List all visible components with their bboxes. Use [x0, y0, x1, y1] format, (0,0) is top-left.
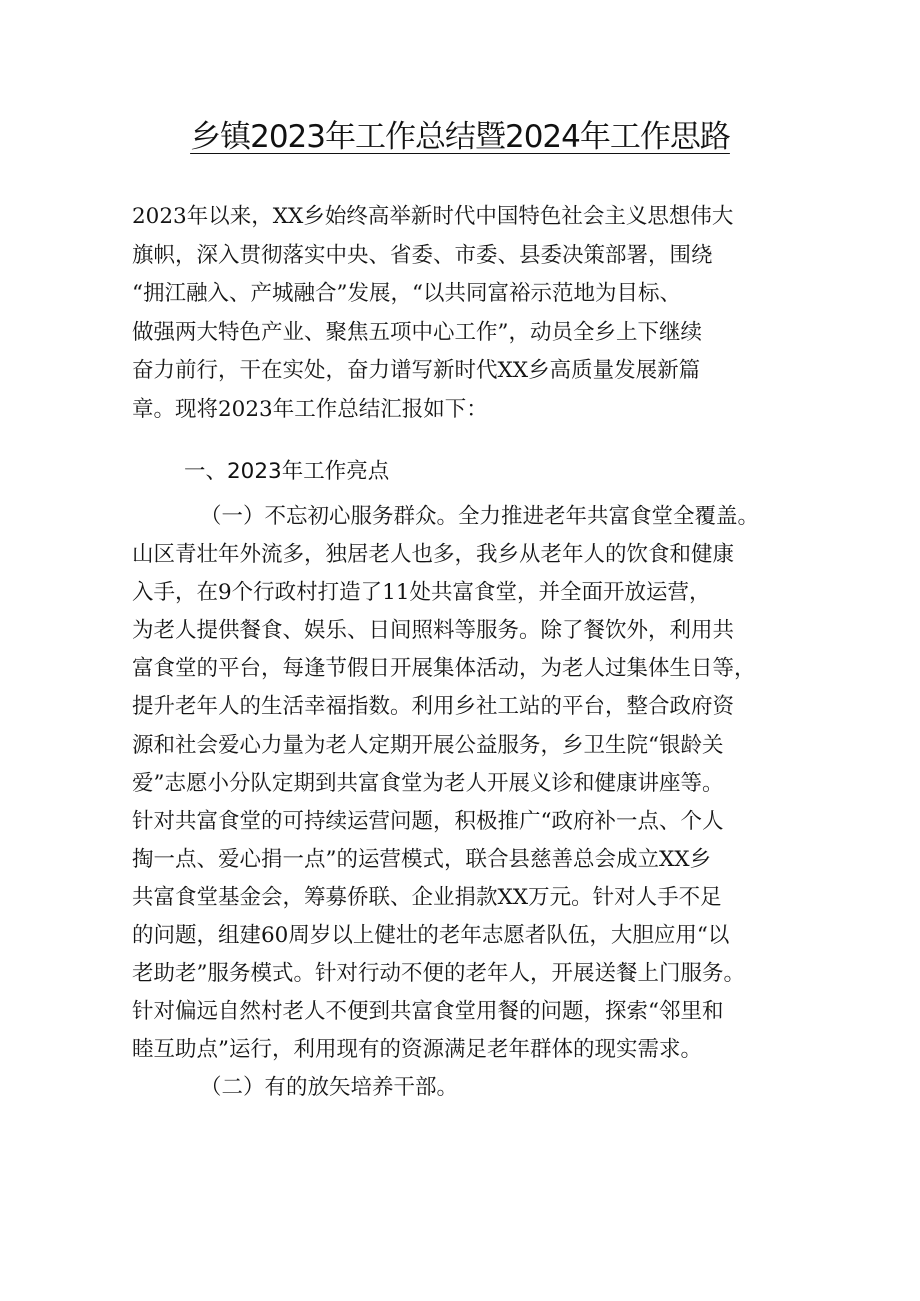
- body-line: 的问题，组建60周岁以上健壮的老年志愿者队伍，大胆应用“以: [132, 923, 730, 949]
- body-line: 提升老年人的生活幸福指数。利用乡社工站的平台，整合政府资: [132, 694, 735, 720]
- body-line: 爱”志愿小分队定期到共富食堂为老人开展义诊和健康讲座等。: [132, 770, 724, 796]
- intro-line: 做强两大特色产业、聚焦五项中心工作”，动员全乡上下继续: [132, 319, 702, 345]
- body-line: 源和社会爱心力量为老人定期开展公益服务，乡卫生院“银龄关: [132, 732, 724, 758]
- document-title: 乡镇2023年工作总结暨2024年工作思路: [190, 119, 730, 155]
- intro-line: 2023年以来，XX乡始终高举新时代中国特色社会主义思想伟大: [132, 204, 734, 229]
- subsection-heading-1: （一）不忘初心服务群众。全力推进老年共富食堂全覆盖。: [200, 504, 760, 529]
- body-line: 掏一点、爱心捐一点”的运营模式，联合县慈善总会成立XX乡: [132, 846, 712, 872]
- intro-line: 旗帜，深入贯彻落实中央、省委、市委、县委决策部署，围绕: [132, 242, 713, 268]
- body-line: 入手，在9个行政村打造了11处共富食堂，并全面开放运营，: [132, 580, 711, 606]
- section-body: [132, 498, 802, 1108]
- body-line: 山区青壮年外流多，独居老人也多，我乡从老年人的饮食和健康: [132, 542, 735, 568]
- body-line: 老助老”服务模式。针对行动不便的老年人，开展送餐上门服务。: [132, 961, 745, 987]
- body-line: 针对偏远自然村老人不便到共富食堂用餐的问题，探索“邻里和: [132, 999, 724, 1025]
- body-line: 针对共富食堂的可持续运营问题，积极推广“政府补一点、个人: [132, 808, 724, 834]
- subsection-heading-2: （二）有的放矢培养干部。: [200, 1075, 459, 1101]
- body-line: 共富食堂基金会，筹募侨联、企业捐款XX万元。针对人手不足: [132, 884, 722, 910]
- body-line: 为老人提供餐食、娱乐、日间照料等服务。除了餐饮外，利用共: [132, 618, 735, 644]
- intro-line: 章。现将2023年工作总结汇报如下：: [132, 396, 488, 422]
- section-heading: 一、2023年工作亮点: [184, 459, 390, 484]
- intro-line: “拥江融入、产城融合”发展，“以共同富裕示范地为目标、: [132, 281, 681, 306]
- body-line: 富食堂的平台，每逢节假日开展集体活动，为老人过集体生日等，: [132, 656, 756, 682]
- intro-paragraph: [132, 198, 792, 429]
- intro-line: 奋力前行，干在实处，奋力谱写新时代XX乡高质量发展新篇: [132, 358, 701, 383]
- body-line: 睦互助点”运行，利用现有的资源满足老年群体的现实需求。: [132, 1037, 702, 1063]
